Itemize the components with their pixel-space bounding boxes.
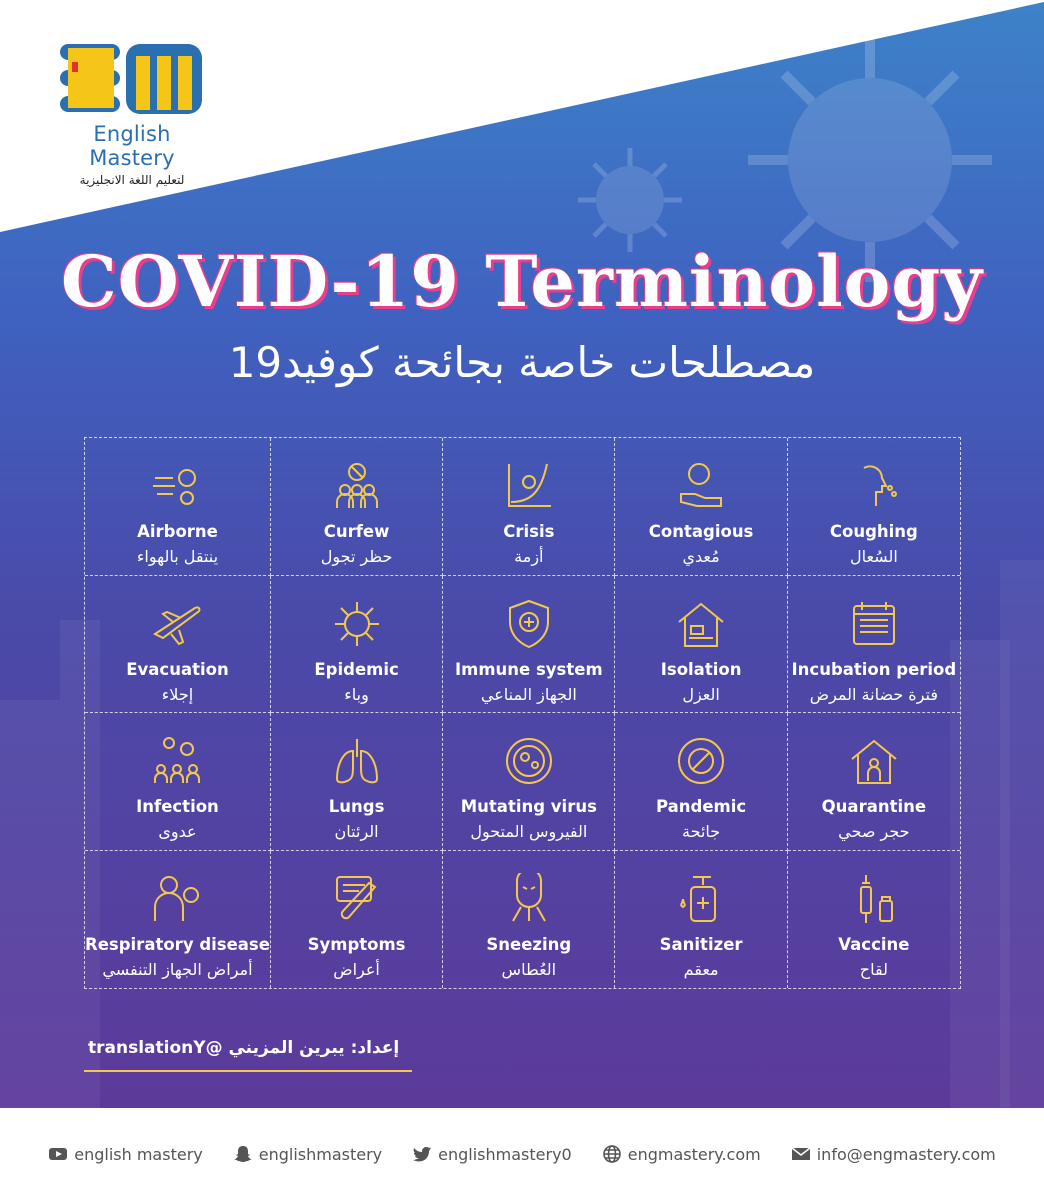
term-arabic: السُعال [849,547,898,566]
term-english: Symptoms [307,934,406,954]
twitter-icon [412,1144,432,1164]
youtube-icon [48,1144,68,1164]
people-prohibited-icon [331,460,383,512]
globe-virus-icon [675,735,727,787]
page-title: COVID-19 Terminology [61,240,983,323]
footer-email-link[interactable] [791,1144,996,1164]
syringe-vial-icon [848,873,900,925]
terms-grid [84,437,961,989]
footer-twitter-link[interactable] [412,1144,572,1164]
term-card [85,713,271,851]
term-english: Lungs [328,797,385,816]
term-english: Evacuation [126,659,229,679]
term-arabic: العزل [682,684,720,704]
virus-icon [331,598,383,650]
term-english: Mutating virus [460,797,597,816]
term-card [615,713,787,851]
term-card [788,713,960,851]
coughing-person-icon [848,460,900,512]
term-english: Curfew [323,522,390,541]
sneezing-face-icon [503,873,555,925]
term-arabic: أمراض الجهاز التنفسي [102,959,253,979]
term-card [615,851,787,989]
term-card [788,576,960,714]
term-card [788,438,960,576]
term-card [443,576,615,714]
thermometer-icon [331,873,383,925]
term-arabic: مُعدي [682,547,720,566]
term-card [271,713,443,851]
footer-label: engmastery.com [627,1144,761,1164]
hand-virus-icon [675,460,727,512]
term-arabic: أزمة [514,547,544,566]
logo-tagline: لتعليم اللغة الانجليزية [79,173,185,187]
globe-icon [602,1144,622,1164]
term-english: Immune system [455,659,603,679]
curve-chart-icon [503,460,555,512]
term-arabic: عدوى [158,822,197,841]
term-english: Infection [136,797,219,816]
term-arabic: أعراض [333,959,380,979]
logo-name: English Mastery [89,122,175,170]
term-arabic: جائحة [682,822,721,841]
term-english: Airborne [137,522,218,541]
person-virus-icon [151,873,203,925]
term-english: Epidemic [314,659,399,679]
term-arabic: العُطاس [501,959,557,979]
footer-label: englishmastery [258,1144,383,1164]
footer-youtube-link[interactable] [48,1144,202,1164]
shield-plus-icon [503,598,555,650]
term-card [443,851,615,989]
footer-website-link[interactable] [602,1144,761,1164]
term-english: Coughing [829,522,918,541]
term-card [615,438,787,576]
footer-label: english mastery [74,1144,203,1164]
term-english: Vaccine [838,934,910,954]
calendar-14day-icon [848,598,900,650]
term-english: Crisis [503,522,555,541]
term-arabic: الرئتان [334,822,379,841]
credit-underline [84,1070,412,1072]
footer-label: info@engmastery.com [816,1144,996,1164]
term-card [443,713,615,851]
wind-virus-icon [151,460,203,512]
mail-icon [791,1144,811,1164]
footer [0,1108,1044,1200]
term-card [271,438,443,576]
people-network-icon [151,735,203,787]
term-arabic: الفيروس المتحول [470,822,588,841]
cell-virus-icon [503,735,555,787]
term-english: Quarantine [821,797,927,816]
lungs-icon [331,735,383,787]
logo [52,40,212,187]
term-english: Pandemic [656,797,747,816]
term-arabic: حظر تجول [320,547,393,566]
sanitizer-bottle-icon [675,873,727,925]
term-arabic: وباء [344,684,369,704]
house-desk-icon [675,598,727,650]
term-card [615,576,787,714]
term-english: Contagious [648,522,754,541]
term-card [788,851,960,989]
term-arabic: ينتقل بالهواء [136,547,219,566]
term-card [85,576,271,714]
em-logo-icon [56,40,206,118]
term-arabic: حجر صحي [838,822,910,841]
term-arabic: لقاح [859,959,888,979]
term-arabic: إجلاء [161,684,194,704]
term-card [271,576,443,714]
term-card [85,851,271,989]
term-arabic: الجهاز المناعي [480,684,577,704]
page-subtitle: مصطلحات خاصة بجائحة كوفيد19 [228,338,816,387]
footer-label: englishmastery0 [438,1144,572,1164]
term-english: Incubation period [791,659,957,679]
house-person-icon [848,735,900,787]
snapchat-icon [233,1144,253,1164]
small-virus-icon [578,148,682,252]
term-arabic: معقم [683,959,719,979]
term-english: Isolation [660,659,742,679]
term-english: Sanitizer [659,934,743,954]
term-english: Respiratory disease [85,934,270,954]
author-credit: إعداد: يبرين المزيني @translationY [88,1038,400,1058]
term-arabic: فترة حضانة المرض [809,684,938,704]
term-card [85,438,271,576]
term-card [443,438,615,576]
airplane-icon [151,598,203,650]
term-english: Sneezing [486,934,572,954]
term-card [271,851,443,989]
footer-snapchat-link[interactable] [233,1144,382,1164]
